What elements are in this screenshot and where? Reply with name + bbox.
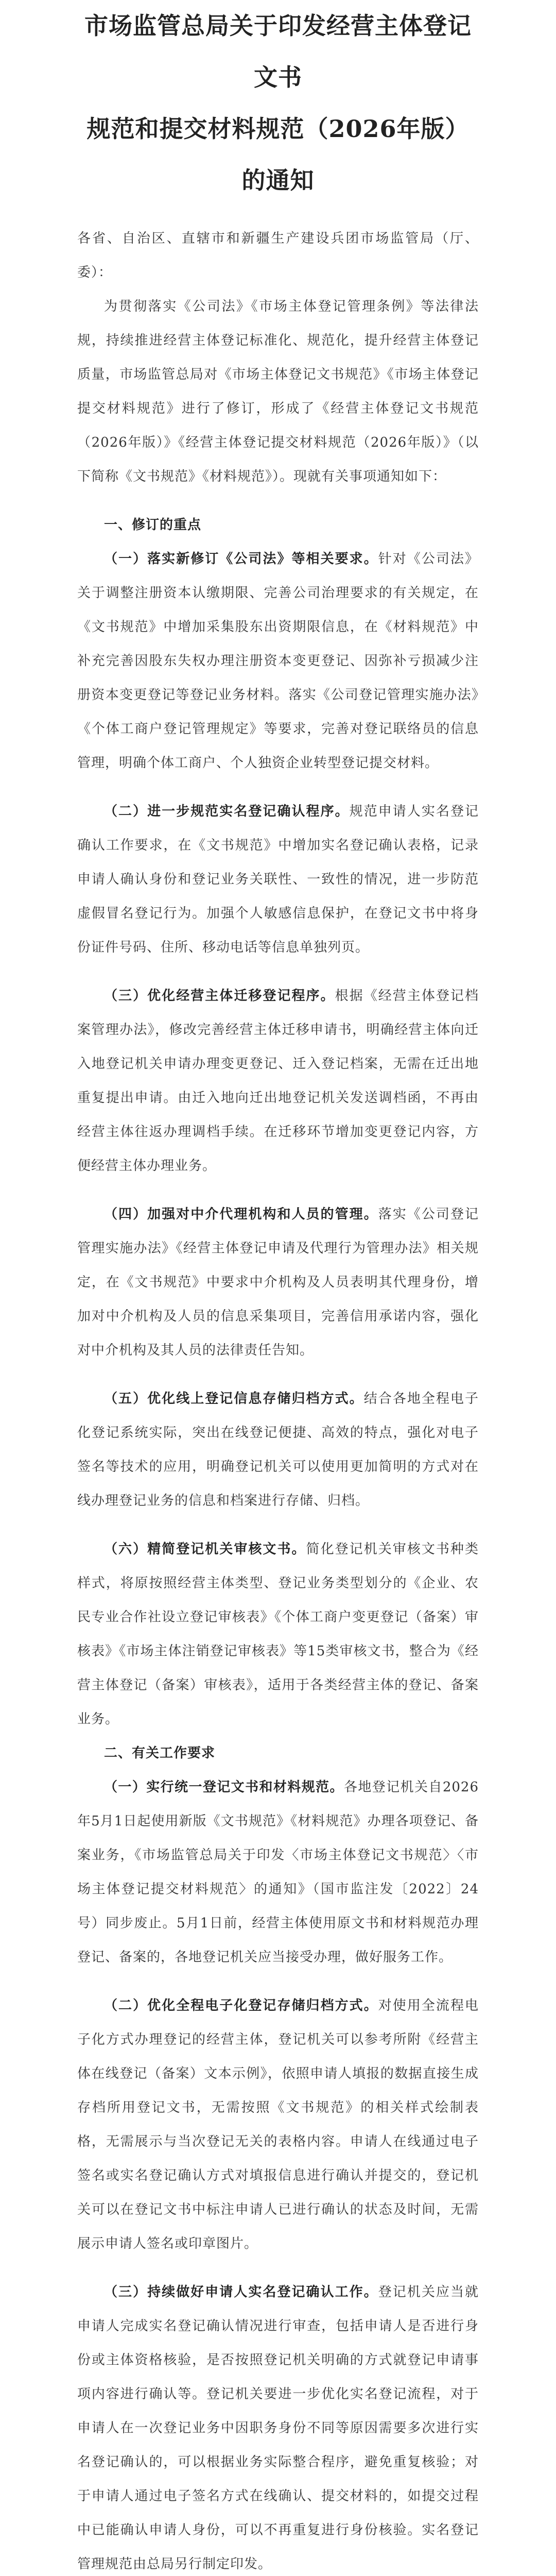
item-body: 登记机关应当就申请人完成实名登记确认情况进行审查，包括申请人是否进行身份或主体资格核验，是否按照登记机关明确的方式就登记申请事项内容进行确认等。登记机关要进一步优化实名登记流程，对于申请人在一次登记业务中因职务身份不同等原因需要多次进行实名登记确认的，可以根据业务实际整合程序，避免重复核验；对于申请人通过电子签名方式在线确认、提交材料的，如提交过程中已能确认申请人身份，可以不再重复进行身份核验。实名登记管理规范由总局另行制定印发。 [77,2284,479,2572]
section-2-heading: 二、有关工作要求 [104,1745,216,1761]
item-body: 对使用全流程电子化方式办理登记的经营主体，登记机关可以参考所附《经营主体在线登记（备案）文本示例》，依照申请人填报的数据直接生成存档所用登记文书，无需按照《文书规范》的相关样式绘制表格，无需展示与当次登记无关的表格内容。申请人在线通过电子签名或实名登记确认方式对填报信息进行确认并提交的，登记机关可以在登记文书中标注申请人已进行确认的状态及时间，无需展示申请人签名或印章图片。 [77,1998,479,2251]
doc-title-line-1: 市场监管总局关于印发经营主体登记文书 [84,12,472,91]
title-block [77,0,479,206]
item-body: 规范申请人实名登记确认工作要求，在《文书规范》中增加实名登记确认表格，记录申请人确认身份和登记业务关联性、一致性的情况，进一步防范虚假冒名登记行为。加强个人敏感信息保护，在登记文书中将身份证件号码、住所、移动电话等信息单独列页。 [77,804,479,955]
intro-paragraph: 为贯彻落实《公司法》《市场主体登记管理条例》等法律法规，持续推进经营主体登记标准化、规范化，提升经营主体登记质量，市场监管总局对《市场主体登记文书规范》《市场主体登记提交材料规范》进行了修订，形成了《经营主体登记文书规范（2026年版）》《经营主体登记提交材料规范（2026年版）》（以下简称《文书规范》《材料规范》）。现就有关事项通知如下： [77,299,479,484]
item-lead: （六）精简登记机关审核文书。 [104,1541,306,1557]
item-body: 针对《公司法》关于调整注册资本认缴期限、完善公司治理要求的有关规定，在《文书规范》中增加采集股东出资期限信息，在《材料规范》中补充完善因股东失权办理注册资本变更登记、因弥补亏损减少注册资本变更登记等登记业务材料。落实《公司登记管理实施办法》《个体工商户登记管理规定》等要求，完善对登记联络员的信息管理，明确个体工商户、个人独资企业转型登记提交材料。 [77,551,479,771]
item-body: 结合各地全程电子化登记系统实际，突出在线登记便捷、高效的特点，强化对电子签名等技术的应用，明确登记机关可以使用更加简明的方式对在线办理登记业务的信息和档案进行存储、归档。 [77,1391,479,1509]
item-body: 根据《经营主体登记档案管理办法》，修改完善经营主体迁移申请书，明确经营主体向迁入地登记机关申请办理变更登记、迁入登记档案，无需在迁出地重复提出申请。由迁入地向迁出地登记机关发送调档函，不再由经营主体往返办理调档手续。在迁移环节增加变更登记内容，方便经营主体办理业务。 [77,988,479,1174]
item-body: 简化登记机关审核文书种类样式，将原按照经营主体类型、登记业务类型划分的《企业、农民专业合作社设立登记审核表》《个体工商户变更登记（备案）审核表》《市场主体注销登记审核表》等15类审核文书，整合为《经营主体登记（备案）审核表》，适用于各类经营主体的登记、备案业务。 [77,1541,479,1727]
item-lead: （三）优化经营主体迁移登记程序。 [104,988,335,1004]
section-2-item-3 [77,2275,479,2576]
item-body: 落实《公司登记管理实施办法》《经营主体登记申请及代理行为管理办法》相关规定，在《文书规范》中要求中介机构及人员表明其代理身份，增加对中介机构及人员的信息采集项目，完善信用承诺内容，强化对中介机构及其人员的法律责任告知。 [77,1207,479,1358]
section-2-item-1 [77,1770,479,1974]
item-lead: （一）落实新修订《公司法》等相关要求。 [104,551,378,567]
doc-title-line-2: 规范和提交材料规范（2026年版）的通知 [86,115,470,194]
section-1-heading: 一、修订的重点 [104,517,202,533]
item-lead: （二）进一步规范实名登记确认程序。 [104,804,350,819]
item-lead: （四）加强对中介代理机构和人员的管理。 [104,1207,378,1222]
section-1-item-2 [77,794,479,964]
salutation: 各省、自治区、直辖市和新疆生产建设兵团市场监管局（厅、委）： [77,231,479,280]
item-lead: （五）优化线上登记信息存储归档方式。 [104,1391,364,1406]
item-body: 各地登记机关自2026年5月1日起使用新版《文书规范》《材料规范》办理各项登记、备案业务，《市场监管总局关于印发〈市场主体登记文书规范〉〈市场主体登记提交材料规范〉的通知》（国市监注发〔2022〕24号）同步废止。5月1日前，经营主体使用原文书和材料规范办理登记、备案的，各地登记机关应当接受办理，做好服务工作。 [77,1780,479,1965]
section-1-item-1 [77,542,479,780]
section-1-item-4 [77,1197,479,1367]
section-2-item-2 [77,1989,479,2261]
section-1-item-6 [77,1532,479,1736]
section-1-item-5 [77,1382,479,1518]
item-lead: （三）持续做好申请人实名登记确认工作。 [104,2284,378,2300]
item-lead: （一）实行统一登记文书和材料规范。 [104,1780,344,1795]
section-1-item-3 [77,979,479,1183]
item-lead: （二）优化全程电子化登记存储归档方式。 [104,1998,378,2013]
